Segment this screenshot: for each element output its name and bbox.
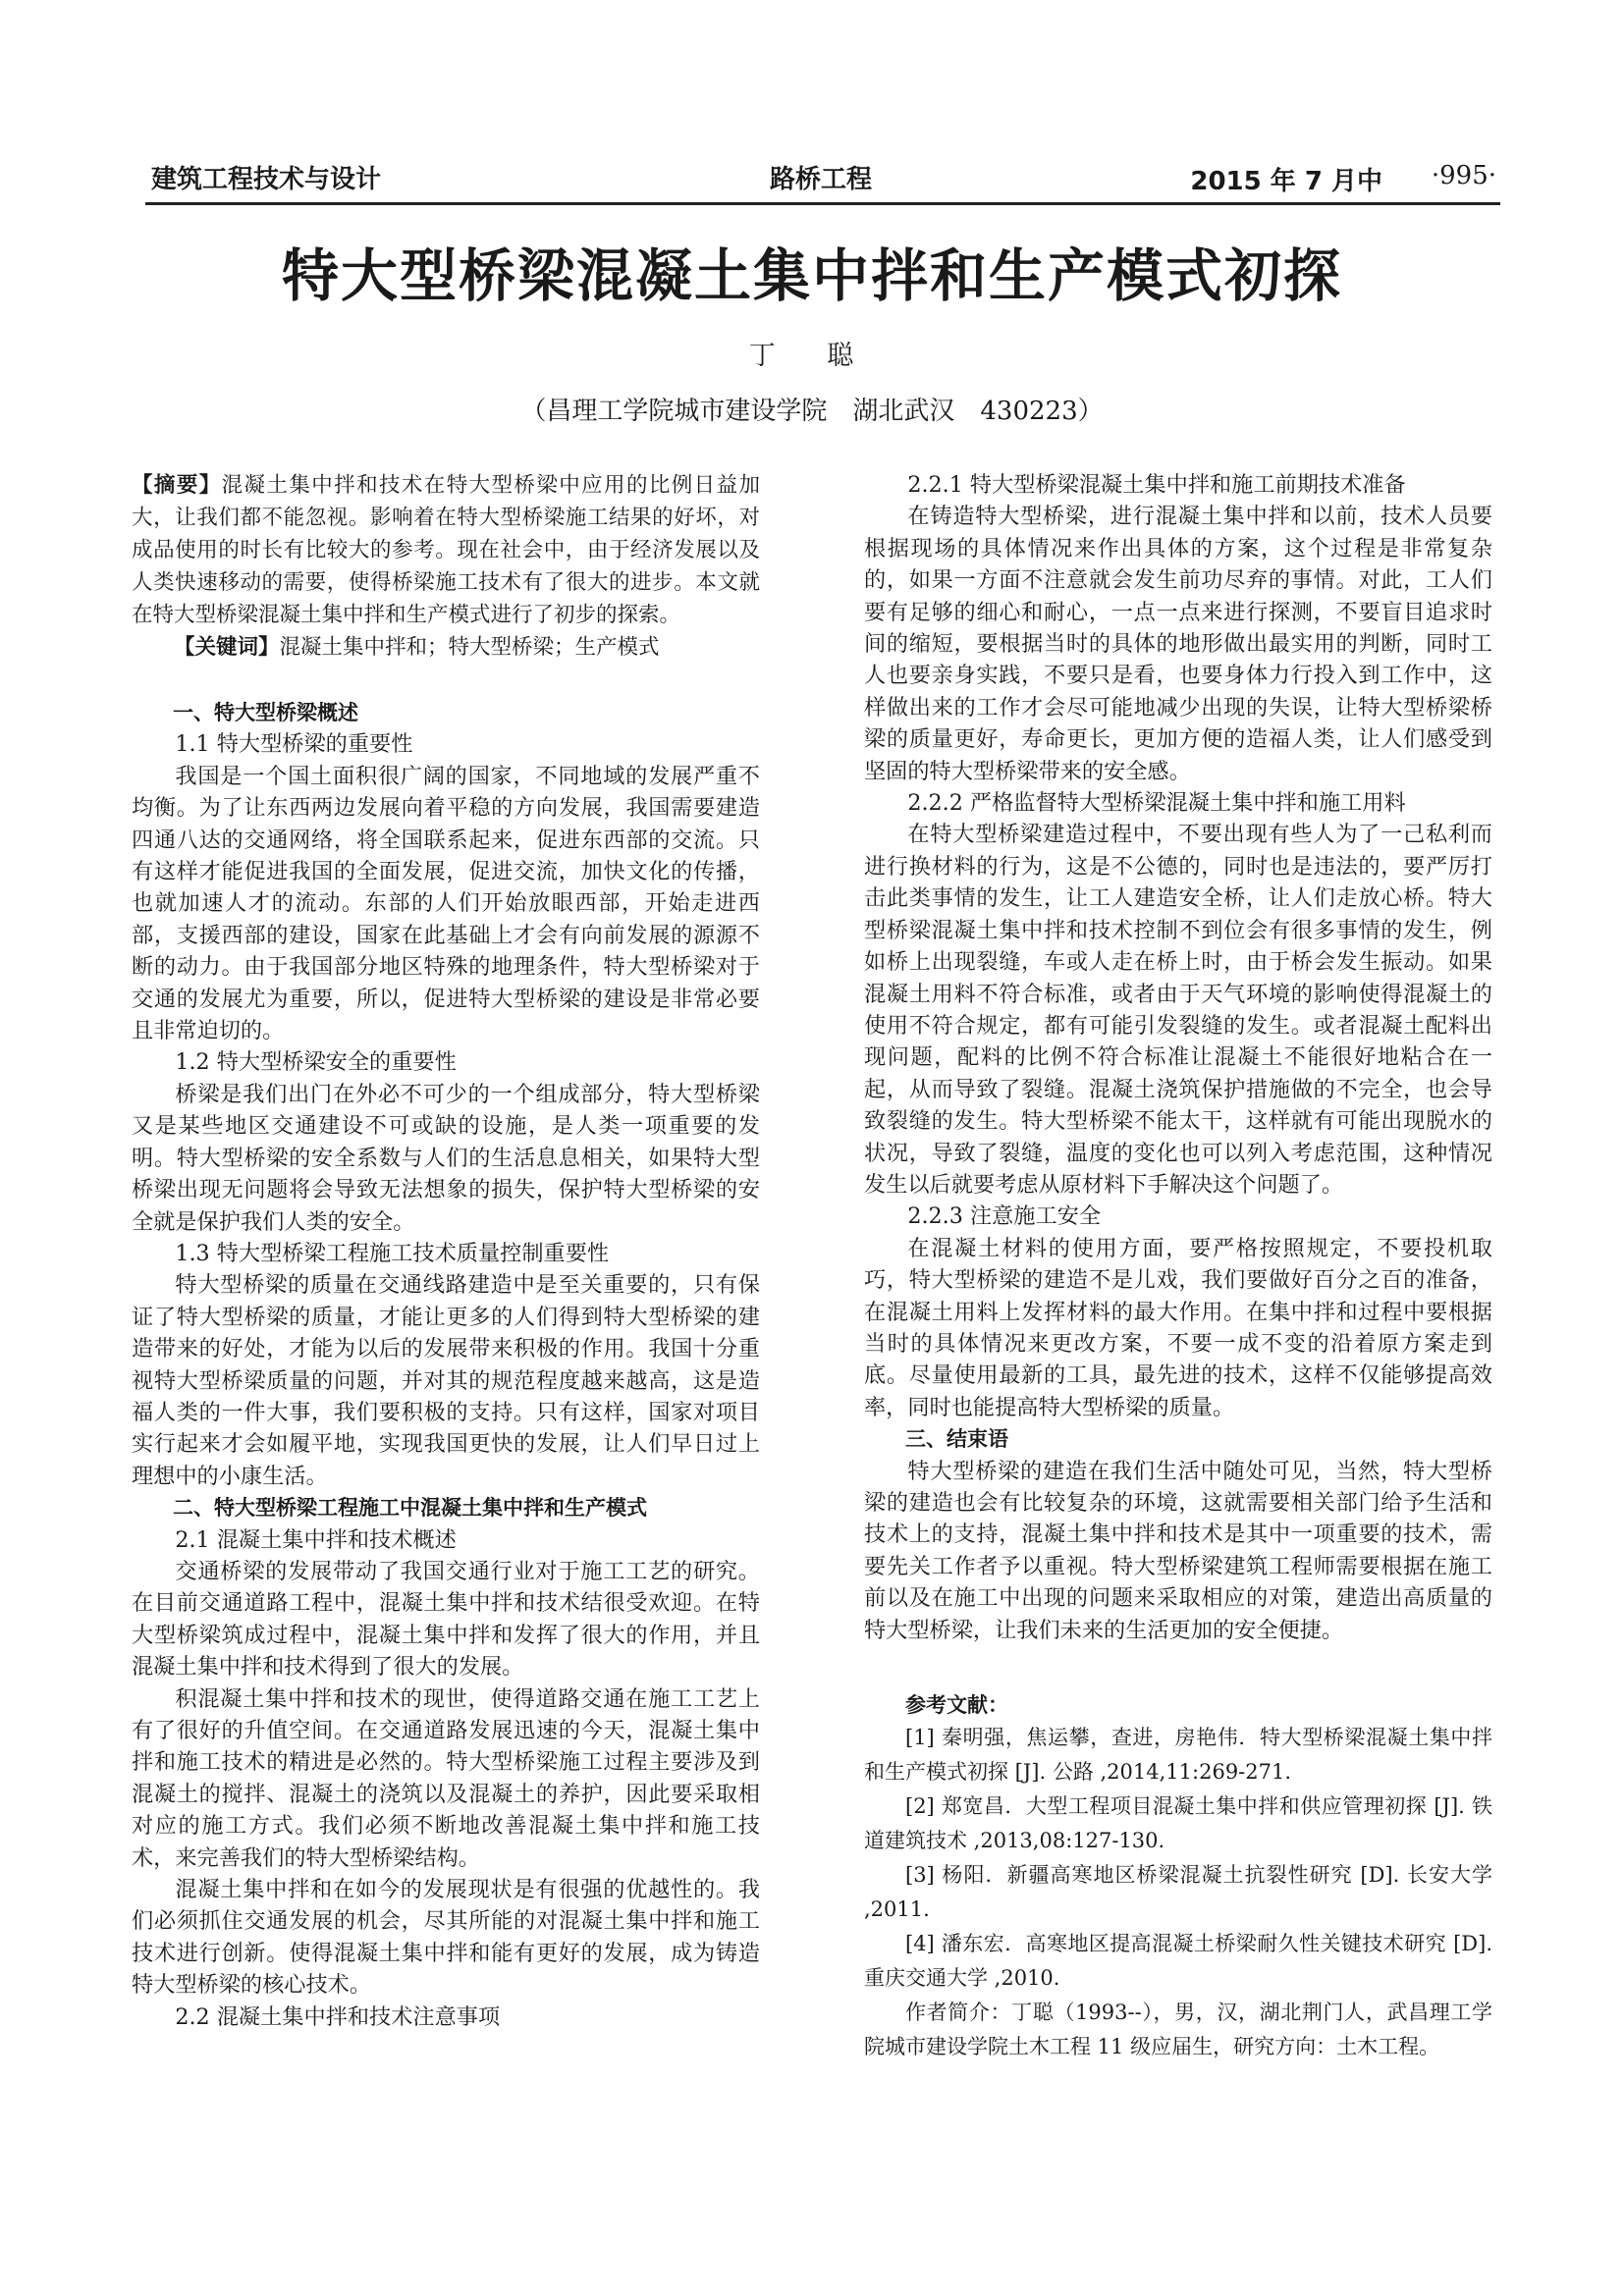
subsection-heading: 2.2.1 特大型桥梁混凝土集中拌和施工前期技术准备 xyxy=(907,472,1406,498)
paragraph: 交通桥梁的发展带动了我国交通行业对于施工工艺的研究。在目前交通道路工程中，混凝土集中拌和技术结很受欢迎。在特大型桥梁筑成过程中，混凝土集中拌和发挥了很大的作用，并且混凝土集中拌和技术得到了很大的发展。 xyxy=(132,1558,760,1681)
paragraph: 混凝土集中拌和在如今的发展现状是有很强的优越性的。我们必须抓住交通发展的机会，尽其所能的对混凝土集中拌和施工技术进行创新。使得混凝土集中拌和能有更好的发展，成为铸造特大型桥梁的核心技术。 xyxy=(132,1877,760,1999)
paragraph: 特大型桥梁的质量在交通线路建造中是至关重要的，只有保证了特大型桥梁的质量，才能让更多的人们得到特大型桥梁的建造带来的好处，才能为以后的发展带来积极的作用。我国十分重视特大型桥梁质量的问题，并对其的规范程度越来越高，这是造福人类的一件大事，我们要积极的支持。只有这样，国家对项目实行起来才会如履平地，实现我国更快的发展，让人们早日过上理想中的小康生活。 xyxy=(132,1272,760,1489)
issue-date: 2015 年 7 月中 xyxy=(1190,167,1382,196)
paragraph: 我国是一个国土面积很广阔的国家，不同地域的发展严重不均衡。为了让东西两边发展向着平稳的方向发展，我国需要建造四通八达的交通网络，将全国联系起来，促进东西部的交流。只有这样才能促进我国的全面发展，促进交流，加快文化的传播，也就加速人才的流动。东部的人们开始放眼西部，开始走进西部，支援西部的建设，国家在此基础上才会有向前发展的源源不断的动力。由于我国部分地区特殊的地理条件，特大型桥梁对于交通的发展尤为重要，所以，促进特大型桥梁的建设是非常必要且非常迫切的。 xyxy=(132,763,760,1044)
keywords xyxy=(132,631,760,664)
subsection-heading: 1.3 特大型桥梁工程施工技术质量控制重要性 xyxy=(175,1240,610,1266)
left-column xyxy=(132,469,760,2033)
right-column xyxy=(864,469,1492,2064)
reference-item: [3] 杨阳．新疆高寒地区桥梁混凝土抗裂性研究 [D]. 长安大学 ,2011. xyxy=(864,1863,1492,1922)
abstract-text: 混凝土集中拌和技术在特大型桥梁中应用的比例日益加大，让我们都不能忽视。影响着在特大型桥梁施工结果的好坏，对成品使用的时长有比较大的参考。现在社会中，由于经济发展以及人类快速移动的需要，使得桥梁施工技术有了很大的进步。本文就在特大型桥梁混凝土集中拌和生产模式进行了初步的探索。 xyxy=(132,473,760,627)
section-heading: 一、特大型桥梁概述 xyxy=(173,701,358,724)
paragraph: 在混凝土材料的使用方面，要严格按照规定，不要投机取巧，特大型桥梁的建造不是儿戏，我们要做好百分之百的准备，在混凝土用料上发挥材料的最大作用。在集中拌和过程中要根据当时的具体情况来更改方案，不要一成不变的沿着原方案走到底。尽量使用最新的工具，最先进的技术，这样不仅能够提高效率，同时也能提高特大型桥梁的质量。 xyxy=(864,1235,1492,1420)
abstract xyxy=(132,469,760,631)
author-name: 丁 聪 xyxy=(748,341,876,371)
header-rule xyxy=(145,202,1500,205)
section-heading: 三、结束语 xyxy=(905,1427,1008,1452)
affiliation: （昌理工学院城市建设学院 湖北武汉 430223） xyxy=(520,397,1104,426)
journal-name: 建筑工程技术与设计 xyxy=(151,165,382,194)
paragraph: 特大型桥梁的建造在我们生活中随处可见，当然，特大型桥梁的建造也会有比较复杂的环境，这就需要相关部门给予生活和技术上的支持，混凝土集中拌和技术是其中一项重要的技术，需要先关工作者予以重视。特大型桥梁建筑工程师需要根据在施工前以及在施工中出现的问题来采取相应的对策，建造出高质量的特大型桥梁，让我们未来的生活更加的安全便捷。 xyxy=(864,1458,1492,1643)
running-header xyxy=(145,149,1500,200)
subsection-heading: 1.2 特大型桥梁安全的重要性 xyxy=(175,1049,457,1076)
abstract-label: 【摘要】 xyxy=(132,473,222,498)
paragraph: 在铸造特大型桥梁，进行混凝土集中拌和以前，技术人员要根据现场的具体情况来作出具体的方案，这个过程是非常复杂的，如果一方面不注意就会发生前功尽弃的事情。对此，工人们要有足够的细心和耐心，一点一点来进行探测，不要盲目追求时间的缩短，要根据当时的具体的地形做出最实用的判断，同时工人也要亲身实践，不要只是看，也要身体力行投入到工作中，这样做出来的工作才会尽可能地减少出现的失误，让特大型桥梁桥梁的质量更好，寿命更长，更加方便的造福人类，让人们感受到坚固的特大型桥梁带来的安全感。 xyxy=(864,504,1492,784)
author-bio: 作者简介：丁聪（1993--），男，汉，湖北荆门人，武昌理工学院城市建设学院土木工程 11 级应届生，研究方向：土木工程。 xyxy=(864,2001,1492,2059)
page-number: ·995· xyxy=(1431,161,1496,190)
section-name: 路桥工程 xyxy=(770,165,873,194)
subsection-heading: 2.1 混凝土集中拌和技术概述 xyxy=(175,1526,457,1553)
references-heading: 参考文献： xyxy=(905,1693,1008,1718)
subsection-heading: 2.2 混凝土集中拌和技术注意事项 xyxy=(175,2003,501,2030)
subsection-heading: 2.2.2 严格监督特大型桥梁混凝土集中拌和施工用料 xyxy=(907,790,1406,817)
paragraph: 积混凝土集中拌和技术的现世，使得道路交通在施工工艺上有了很好的升值空间。在交通道路发展迅速的今天，混凝土集中拌和施工技术的精进是必然的。特大型桥梁施工过程主要涉及到混凝土的搅拌、混凝土的浇筑以及混凝土的养护，因此要采取相对应的施工方式。我们必须不断地改善混凝土集中拌和施工技术，来完善我们的特大型桥梁结构。 xyxy=(132,1685,760,1871)
reference-item: [2] 郑宽昌．大型工程项目混凝土集中拌和供应管理初探 [J]. 铁道建筑技术 ,2013,08:127-130. xyxy=(864,1794,1492,1853)
subsection-heading: 2.2.3 注意施工安全 xyxy=(907,1203,1102,1230)
subsection-heading: 1.1 特大型桥梁的重要性 xyxy=(175,731,413,758)
reference-item: [4] 潘东宏．高寒地区提高混凝土桥梁耐久性关键技术研究 [D]. 重庆交通大学 ,2010. xyxy=(864,1932,1492,1991)
keywords-label: 【关键词】 xyxy=(174,635,280,660)
section-heading: 二、特大型桥梁工程施工中混凝土集中拌和生产模式 xyxy=(173,1496,647,1521)
keywords-text: 混凝土集中拌和；特大型桥梁；生产模式 xyxy=(279,635,660,660)
paragraph: 桥梁是我们出门在外必不可少的一个组成部分，特大型桥梁又是某些地区交通建设不可或缺的设施，是人类一项重要的发明。特大型桥梁的安全系数与人们的生活息息相关，如果特大型桥梁出现无问题将会导致无法想象的损失，保护特大型桥梁的安全就是保护我们人类的安全。 xyxy=(132,1081,760,1235)
reference-item: [1] 秦明强，焦运攀，查进，房艳伟．特大型桥梁混凝土集中拌和生产模式初探 [J]. 公路 ,2014,11:269-271. xyxy=(864,1726,1492,1785)
paragraph: 在特大型桥梁建造过程中，不要出现有些人为了一己私利而进行换材料的行为，这是不公德的，同时也是违法的，要严厉打击此类事情的发生，让工人建造安全桥，让人们走放心桥。特大型桥梁混凝土集中拌和技术控制不到位会有很多事情的发生，例如桥上出现裂缝，车或人走在桥上时，由于桥会发生振动。如果混凝土用料不符合标准，或者由于天气环境的影响使得混凝土的使用不符合规定，都有可能引发裂缝的发生。或者混凝土配料出现问题，配料的比例不符合标准让混凝土不能很好地粘合在一起，从而导致了裂缝。混凝土浇筑保护措施做的不完全，也会导致裂缝的发生。特大型桥梁不能太干，这样就有可能出现脱水的状况，导致了裂缝，温度的变化也可以列入考虑范围，这种情况发生以后就要考虑从原材料下手解决这个问题了。 xyxy=(864,822,1492,1198)
paper-title: 特大型桥梁混凝土集中拌和生产模式初探 xyxy=(281,242,1342,309)
